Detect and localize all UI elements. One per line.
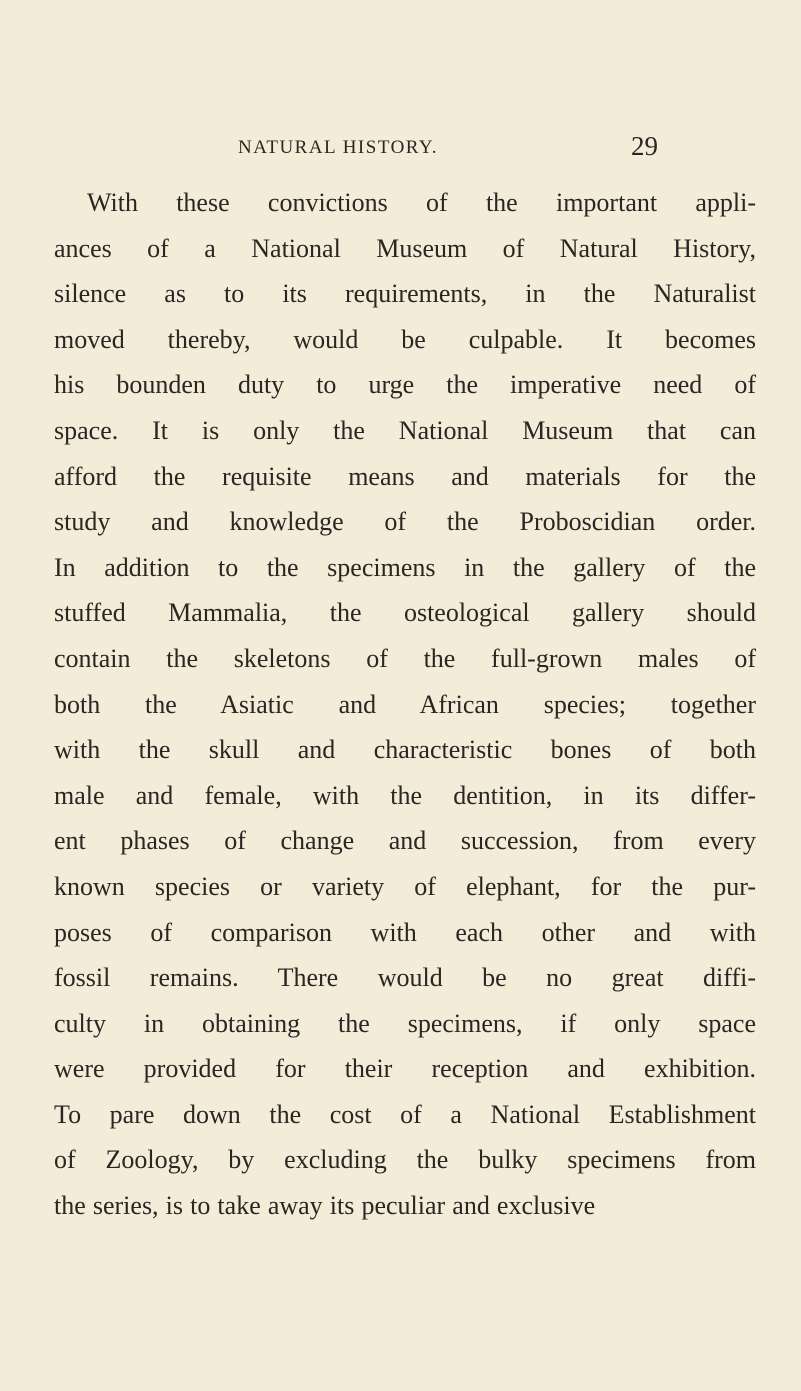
text-line: culty in obtaining the specimens, if only space <box>54 1008 756 1038</box>
text-line: of Zoology, by excluding the bulky specimens from <box>54 1145 756 1175</box>
text-line: space. It is only the National Museum that can <box>54 415 756 445</box>
text-line: known species or variety of elephant, for the pur- <box>54 871 756 901</box>
text-line: study and knowledge of the Proboscidian order. <box>54 507 756 537</box>
text-line: moved thereby, would be culpable. It becomes <box>54 324 756 354</box>
running-title: NATURAL HISTORY. <box>238 137 438 158</box>
text-line: contain the skeletons of the full-grown males of <box>54 643 756 673</box>
text-line: fossil remains. There would be no great diffi- <box>54 963 756 993</box>
text-line: afford the requisite means and materials for the <box>54 461 756 491</box>
running-head <box>238 131 658 165</box>
text-line: silence as to its requirements, in the Naturalist <box>54 279 756 309</box>
text-line: both the Asiatic and African species; together <box>54 689 756 719</box>
text-line: the series, is to take away its peculiar and exclusive <box>54 1191 596 1221</box>
page-number: 29 <box>631 131 658 161</box>
text-line: stuffed Mammalia, the osteological gallery should <box>54 598 756 628</box>
text-line: male and female, with the dentition, in its differ- <box>54 780 756 810</box>
text-line: To pare down the cost of a National Establishment <box>54 1099 756 1129</box>
text-line: his bounden duty to urge the imperative need of <box>54 370 756 400</box>
text-line: poses of comparison with each other and with <box>54 917 756 947</box>
text-line: With these convictions of the important appli- <box>87 188 756 217</box>
text-line: ances of a National Museum of Natural History, <box>54 233 756 263</box>
text-line: ent phases of change and succession, from every <box>54 826 756 856</box>
text-line: were provided for their reception and exhibition. <box>54 1054 756 1084</box>
text-line: In addition to the specimens in the gallery of the <box>54 552 756 582</box>
text-line: with the skull and characteristic bones of both <box>54 735 756 765</box>
body-paragraph <box>54 180 756 1229</box>
